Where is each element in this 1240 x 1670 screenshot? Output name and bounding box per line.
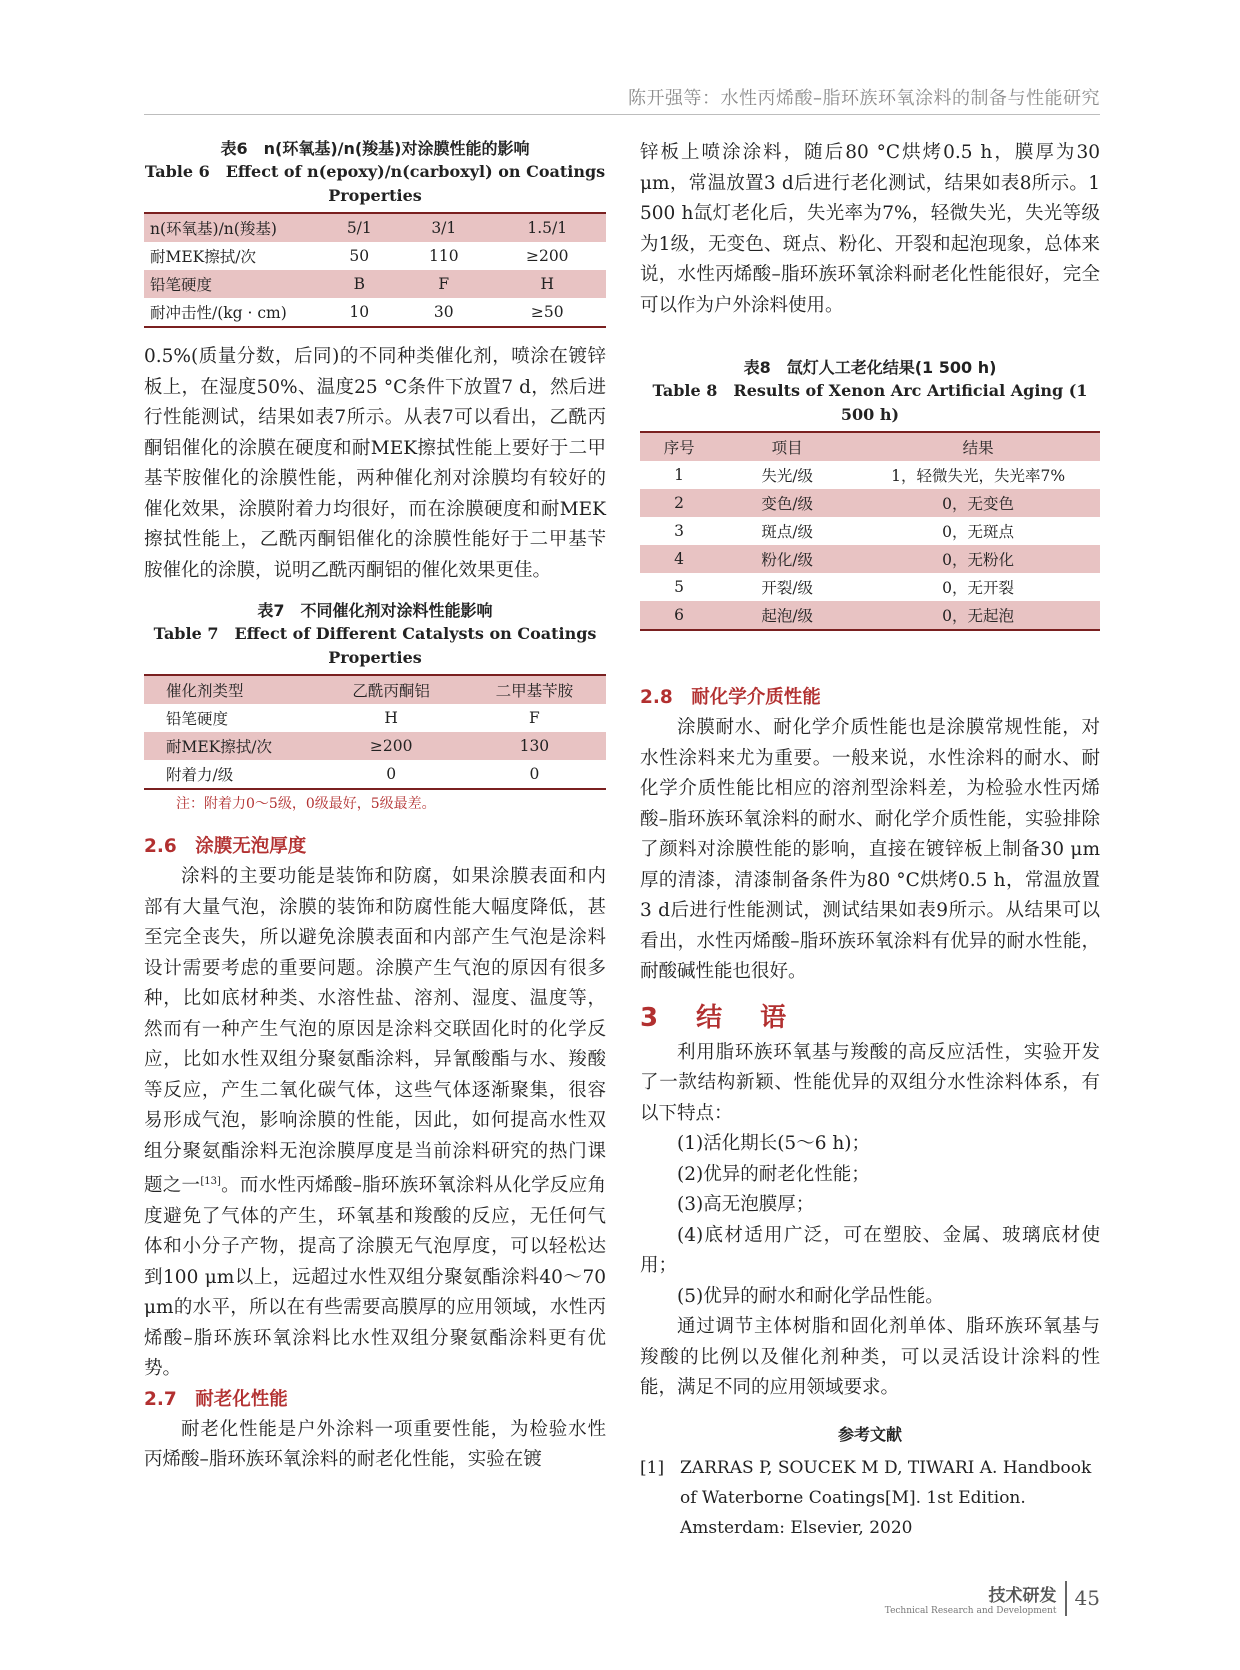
table8 bbox=[640, 431, 1100, 631]
table-row bbox=[144, 732, 606, 760]
table-cell: 30 bbox=[399, 298, 488, 327]
table-cell: H bbox=[384, 709, 398, 727]
footer-section bbox=[885, 1581, 1067, 1616]
list-item: (5)优异的耐水和耐化学品性能。 bbox=[677, 1285, 944, 1307]
citation: [13] bbox=[200, 1176, 221, 1187]
reference-item bbox=[640, 1453, 1100, 1543]
table8-caption-en: Table 8 Results of Xenon Arc Artificial Aging (1 500 h) bbox=[652, 381, 1088, 424]
table-cell: 耐冲击性/(kg · cm) bbox=[144, 298, 320, 327]
table-cell: 3/1 bbox=[399, 213, 488, 242]
running-header-title: 陈开强等：水性丙烯酸–脂环族环氧涂料的制备与性能研究 bbox=[628, 88, 1100, 109]
table-cell: 斑点/级 bbox=[761, 523, 814, 541]
table-cell: 0 bbox=[463, 760, 606, 789]
table-cell: 1，轻微失光，失光率7% bbox=[891, 467, 1066, 485]
table-row bbox=[144, 213, 606, 242]
list-item: (1)活化期长(5～6 h)； bbox=[677, 1133, 870, 1154]
table-cell: 5/1 bbox=[320, 213, 400, 242]
table7-note: 注：附着力0～5级，0级最好，5级最差。 bbox=[176, 796, 436, 812]
section-2-6-text-part1: 涂料的主要功能是装饰和防腐，如果涂膜表面和内部有大量气泡，涂膜的装饰和防腐性能大幅度降低，甚至完全丧失，所以避免涂膜表面和内部产生气泡是涂料设计需要考虑的重要问题。涂膜产生气泡的原因有很多种，比如底材种类、水溶性盐、溶剂、湿度、温度等，然而有一种产生气泡的原因是涂料交联固化时的化学反应，比如水性双组分聚氨酯涂料，异氰酸酯与水、羧酸等反应，产生二氧化碳气体，这些气体逐渐聚集，很容易形成气泡，影响涂膜的性能，因此，如何提高水性双组分聚氨酯涂料无泡涂膜厚度是当前涂料研究的热门课题之一 bbox=[144, 866, 606, 1197]
table-cell: 催化剂类型 bbox=[144, 675, 320, 704]
table-row bbox=[144, 760, 606, 789]
table-cell: 1.5/1 bbox=[489, 213, 606, 242]
table-cell: 3 bbox=[674, 522, 685, 540]
table-cell: 0，无变色 bbox=[856, 489, 1100, 517]
table-cell: 0，无粉化 bbox=[856, 545, 1100, 573]
table8-caption-cn: 表8 氙灯人工老化结果(1 500 h) bbox=[743, 358, 997, 377]
table-cell: 耐MEK擦拭/次 bbox=[150, 248, 256, 266]
table-cell: H bbox=[489, 270, 606, 298]
table-row bbox=[144, 242, 606, 270]
table6 bbox=[144, 212, 606, 328]
table-cell: 50 bbox=[349, 247, 370, 265]
table-cell: ≥50 bbox=[489, 298, 606, 327]
table-row bbox=[144, 270, 606, 298]
table-cell: 6 bbox=[640, 601, 718, 630]
table-cell: 10 bbox=[320, 298, 400, 327]
table-cell: ≥200 bbox=[525, 247, 569, 265]
table-cell: 乙酰丙酮铝 bbox=[320, 675, 463, 704]
table-row bbox=[144, 675, 606, 704]
table-cell: 铅笔硬度 bbox=[166, 710, 229, 728]
table-cell: 开裂/级 bbox=[761, 579, 814, 597]
reference-number: [1] bbox=[640, 1457, 665, 1478]
table-cell: 0，无起泡 bbox=[856, 601, 1100, 630]
table-cell: 铅笔硬度 bbox=[144, 270, 320, 298]
table-cell: 二甲基苄胺 bbox=[463, 675, 606, 704]
right-column bbox=[640, 138, 1100, 1543]
table-cell: 0，无斑点 bbox=[942, 523, 1015, 541]
body-paragraph: 锌板上喷涂涂料，随后80 °C烘烤0.5 h，膜厚为30 μm，常温放置3 d后进行老化测试，结果如表8所示。1 500 h氙灯老化后，失光率为7%，轻微失光，失光等级为1级，无变色、斑点、粉化、开裂和起泡现象，总体来说，水性丙烯酸–脂环族环氧涂料耐老化性能很好，完全可以作为户外涂料使用。 bbox=[640, 142, 1100, 316]
section-2-7-heading: 2.7 耐老化性能 bbox=[144, 1388, 288, 1410]
table-cell: F bbox=[399, 270, 488, 298]
table-cell: B bbox=[320, 270, 400, 298]
section-3-heading: 3 结 语 bbox=[640, 1002, 793, 1033]
table-cell: 粉化/级 bbox=[718, 545, 856, 573]
table-cell: 0 bbox=[320, 760, 463, 789]
table7-caption-cn: 表7 不同催化剂对涂料性能影响 bbox=[257, 601, 493, 620]
table-cell: 变色/级 bbox=[718, 489, 856, 517]
table-row bbox=[640, 545, 1100, 573]
table-cell: 5 bbox=[674, 578, 685, 596]
table-cell: 附着力/级 bbox=[144, 760, 320, 789]
table-cell: F bbox=[529, 709, 540, 727]
page-number: 45 bbox=[1074, 1586, 1100, 1610]
body-paragraph: 0.5%(质量分数，后同)的不同种类催化剂，喷涂在镀锌板上，在湿度50%、温度25 °C条件下放置7 d，然后进行性能测试，结果如表7所示。从表7可以看出，乙酰丙酮铝催化的涂膜在硬度和耐MEK擦拭性能上要好于二甲基苄胺催化的涂膜性能，两种催化剂对涂膜均有较好的催化效果，涂膜附着力均很好，而在涂膜硬度和耐MEK擦拭性能上，乙酰丙酮铝催化的涂膜性能好于二甲基苄胺催化的涂膜，说明乙酰丙酮铝的催化效果更佳。 bbox=[144, 346, 606, 581]
section-2-6-text-part2: 。而水性丙烯酸–脂环族环氧涂料从化学反应角度避免了气体的产生，环氧基和羧酸的反应，无任何气体和小分子产物，提高了涂膜无气泡厚度，可以轻松达到100 μm以上，远超过水性双组分聚氨酯涂料40～70 μm的水平，所以在有些需要高膜厚的应用领域，水性丙烯酸–脂环族环氧涂料比水性双组分聚氨酯涂料更有优势。 bbox=[144, 1175, 606, 1380]
section-2-7-text: 耐老化性能是户外涂料一项重要性能，为检验水性丙烯酸–脂环族环氧涂料的耐老化性能，实验在镀 bbox=[144, 1418, 606, 1471]
table-cell: 耐MEK擦拭/次 bbox=[144, 732, 320, 760]
running-header bbox=[144, 84, 1100, 115]
section-3-closing: 通过调节主体树脂和固化剂单体、脂环族环氧基与羧酸的比例以及催化剂种类，可以灵活设计涂料的性能，满足不同的应用领域要求。 bbox=[640, 1316, 1100, 1398]
left-column bbox=[144, 138, 606, 1476]
footer-section-cn: 技术研发 bbox=[988, 1585, 1057, 1606]
table-cell: 130 bbox=[463, 732, 606, 760]
table-row bbox=[640, 601, 1100, 630]
page-footer bbox=[885, 1572, 1100, 1624]
table-cell: 1 bbox=[674, 466, 685, 484]
list-item: (4)底材适用广泛，可在塑胶、金属、玻璃底材使用； bbox=[640, 1224, 1100, 1276]
table-row bbox=[640, 432, 1100, 461]
table7 bbox=[144, 674, 606, 790]
reference-text: ZARRAS P, SOUCEK M D, TIWARI A. Handbook of Waterborne Coatings[M]. 1st Edition. Amsterdam: Elsevier, 2020 bbox=[680, 1457, 1092, 1538]
table-cell: 序号 bbox=[640, 432, 718, 461]
references-title: 参考文献 bbox=[837, 1424, 902, 1444]
table-cell: 起泡/级 bbox=[718, 601, 856, 630]
table-row bbox=[640, 461, 1100, 489]
section-3-intro: 利用脂环族环氧基与羧酸的高反应活性，实验开发了一款结构新颖、性能优异的双组分水性涂料体系，有以下特点： bbox=[640, 1041, 1100, 1124]
section-2-6-heading: 2.6 涂膜无泡厚度 bbox=[144, 836, 307, 857]
list-item: (3)高无泡膜厚； bbox=[677, 1194, 815, 1215]
table-cell: 2 bbox=[640, 489, 718, 517]
section-2-8-text: 涂膜耐水、耐化学介质性能也是涂膜常规性能，对水性涂料来尤为重要。一般来说，水性涂料的耐水、耐化学介质性能比相应的溶剂型涂料差，为检验水性丙烯酸–脂环族环氧涂料的耐水、耐化学介质性能，实验排除了颜料对涂膜性能的影响，直接在镀锌板上制备30 μm厚的清漆，清漆制备条件为80 °C烘烤0.5 h，常温放置3 d后进行性能测试，测试结果如表9所示。从结果可以看出，水性丙烯酸–脂环族环氧涂料有优异的耐水性能，耐酸碱性能也很好。 bbox=[640, 717, 1100, 982]
table-cell: 失光/级 bbox=[761, 467, 814, 485]
table-cell: 4 bbox=[640, 545, 718, 573]
table-row bbox=[640, 573, 1100, 601]
footer-section-en: Technical Research and Development bbox=[884, 1605, 1057, 1616]
table-cell: ≥200 bbox=[320, 732, 463, 760]
section-2-6-text bbox=[144, 862, 606, 1385]
table-cell: n(环氧基)/n(羧基) bbox=[144, 213, 320, 242]
table-cell: 项目 bbox=[718, 432, 856, 461]
table-row bbox=[640, 517, 1100, 545]
table-row bbox=[144, 704, 606, 732]
table-cell: 110 bbox=[428, 247, 459, 265]
list-item: (2)优异的耐老化性能； bbox=[677, 1163, 870, 1185]
table-row bbox=[144, 298, 606, 327]
table-cell: 0，无开裂 bbox=[942, 579, 1015, 597]
section-2-8-heading: 2.8 耐化学介质性能 bbox=[640, 687, 821, 708]
table7-caption-en: Table 7 Effect of Different Catalysts on Coatings Properties bbox=[153, 624, 597, 667]
table-row bbox=[640, 489, 1100, 517]
table6-caption-en: Table 6 Effect of n(epoxy)/n(carboxyl) on Coatings Properties bbox=[144, 162, 606, 205]
table-cell: 结果 bbox=[856, 432, 1100, 461]
table6-caption-cn: 表6 n(环氧基)/n(羧基)对涂膜性能的影响 bbox=[220, 139, 530, 158]
